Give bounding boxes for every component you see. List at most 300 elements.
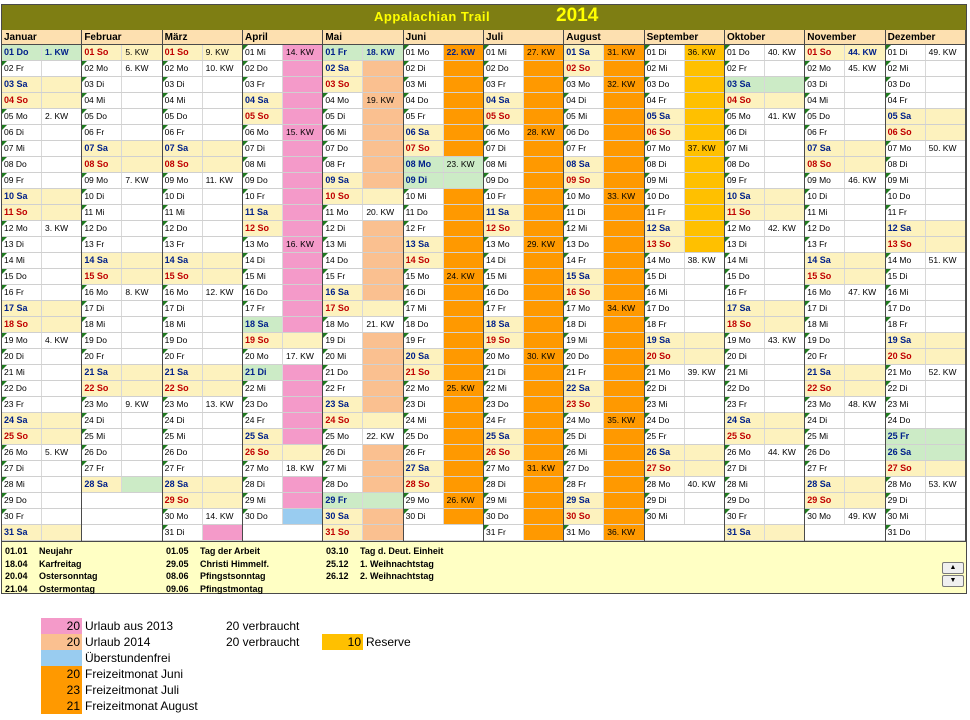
day-cell[interactable] xyxy=(564,317,643,333)
day-cell[interactable] xyxy=(805,493,884,509)
day-cell[interactable] xyxy=(645,45,724,61)
day-cell[interactable] xyxy=(484,381,563,397)
day-cell[interactable] xyxy=(564,525,643,541)
day-cell[interactable] xyxy=(645,381,724,397)
day-cell[interactable] xyxy=(2,141,81,157)
day-cell[interactable] xyxy=(323,333,402,349)
day-cell[interactable] xyxy=(886,221,965,237)
day-cell[interactable] xyxy=(163,109,242,125)
day-cell[interactable] xyxy=(2,109,81,125)
day-cell[interactable] xyxy=(2,269,81,285)
day-cell[interactable] xyxy=(323,125,402,141)
day-cell[interactable] xyxy=(404,381,483,397)
day-cell[interactable] xyxy=(82,45,161,61)
day-cell[interactable] xyxy=(323,493,402,509)
day-cell[interactable] xyxy=(805,77,884,93)
day-cell[interactable] xyxy=(323,205,402,221)
day-cell[interactable] xyxy=(564,477,643,493)
day-cell[interactable] xyxy=(645,253,724,269)
day-cell[interactable] xyxy=(645,461,724,477)
day-cell[interactable] xyxy=(564,429,643,445)
day-cell[interactable] xyxy=(163,445,242,461)
day-cell[interactable] xyxy=(323,77,402,93)
day-cell[interactable] xyxy=(564,157,643,173)
day-cell[interactable] xyxy=(564,93,643,109)
day-cell[interactable] xyxy=(2,301,81,317)
day-cell[interactable] xyxy=(484,269,563,285)
day-cell[interactable] xyxy=(2,157,81,173)
day-cell[interactable] xyxy=(163,141,242,157)
day-cell[interactable] xyxy=(886,157,965,173)
day-cell[interactable] xyxy=(2,317,81,333)
day-cell[interactable] xyxy=(484,301,563,317)
day-cell[interactable] xyxy=(243,397,322,413)
day-cell[interactable] xyxy=(82,477,161,493)
day-cell[interactable] xyxy=(243,253,322,269)
day-cell[interactable] xyxy=(243,461,322,477)
day-cell[interactable] xyxy=(2,349,81,365)
day-cell[interactable] xyxy=(404,125,483,141)
day-cell[interactable] xyxy=(805,125,884,141)
day-cell[interactable] xyxy=(886,509,965,525)
day-cell[interactable] xyxy=(243,429,322,445)
day-cell[interactable] xyxy=(404,349,483,365)
day-cell[interactable] xyxy=(82,461,161,477)
day-cell[interactable] xyxy=(645,301,724,317)
day-cell[interactable] xyxy=(886,413,965,429)
day-cell[interactable] xyxy=(886,45,965,61)
day-cell[interactable] xyxy=(564,445,643,461)
day-cell[interactable] xyxy=(805,109,884,125)
day-cell[interactable] xyxy=(243,445,322,461)
day-cell[interactable] xyxy=(805,365,884,381)
day-cell[interactable] xyxy=(2,365,81,381)
day-cell[interactable] xyxy=(564,365,643,381)
day-cell[interactable] xyxy=(2,189,81,205)
day-cell[interactable] xyxy=(82,413,161,429)
day-cell[interactable] xyxy=(484,285,563,301)
day-cell[interactable] xyxy=(163,157,242,173)
day-cell[interactable] xyxy=(2,93,81,109)
day-cell[interactable] xyxy=(886,173,965,189)
day-cell[interactable] xyxy=(725,93,804,109)
day-cell[interactable] xyxy=(82,381,161,397)
day-cell[interactable] xyxy=(886,285,965,301)
day-cell[interactable] xyxy=(163,269,242,285)
day-cell[interactable] xyxy=(163,237,242,253)
day-cell[interactable] xyxy=(645,285,724,301)
day-cell[interactable] xyxy=(484,61,563,77)
empty-day[interactable] xyxy=(82,509,161,525)
day-cell[interactable] xyxy=(645,221,724,237)
day-cell[interactable] xyxy=(404,413,483,429)
day-cell[interactable] xyxy=(886,253,965,269)
day-cell[interactable] xyxy=(243,381,322,397)
day-cell[interactable] xyxy=(645,445,724,461)
day-cell[interactable] xyxy=(404,317,483,333)
scroll-up-button[interactable]: ▲ xyxy=(942,562,964,574)
day-cell[interactable] xyxy=(2,253,81,269)
day-cell[interactable] xyxy=(564,413,643,429)
day-cell[interactable] xyxy=(82,397,161,413)
day-cell[interactable] xyxy=(163,317,242,333)
day-cell[interactable] xyxy=(243,493,322,509)
day-cell[interactable] xyxy=(484,493,563,509)
day-cell[interactable] xyxy=(645,61,724,77)
day-cell[interactable] xyxy=(484,397,563,413)
day-cell[interactable] xyxy=(163,509,242,525)
day-cell[interactable] xyxy=(805,221,884,237)
day-cell[interactable] xyxy=(243,301,322,317)
day-cell[interactable] xyxy=(2,173,81,189)
day-cell[interactable] xyxy=(886,333,965,349)
day-cell[interactable] xyxy=(805,509,884,525)
day-cell[interactable] xyxy=(564,397,643,413)
day-cell[interactable] xyxy=(725,525,804,541)
day-cell[interactable] xyxy=(404,77,483,93)
day-cell[interactable] xyxy=(564,61,643,77)
day-cell[interactable] xyxy=(725,349,804,365)
day-cell[interactable] xyxy=(82,77,161,93)
day-cell[interactable] xyxy=(82,157,161,173)
day-cell[interactable] xyxy=(82,93,161,109)
day-cell[interactable] xyxy=(725,189,804,205)
day-cell[interactable] xyxy=(404,365,483,381)
day-cell[interactable] xyxy=(886,317,965,333)
day-cell[interactable] xyxy=(163,61,242,77)
day-cell[interactable] xyxy=(805,157,884,173)
day-cell[interactable] xyxy=(645,365,724,381)
day-cell[interactable] xyxy=(725,317,804,333)
day-cell[interactable] xyxy=(805,285,884,301)
day-cell[interactable] xyxy=(725,45,804,61)
day-cell[interactable] xyxy=(484,77,563,93)
day-cell[interactable] xyxy=(564,45,643,61)
day-cell[interactable] xyxy=(484,253,563,269)
day-cell[interactable] xyxy=(82,221,161,237)
day-cell[interactable] xyxy=(2,237,81,253)
day-cell[interactable] xyxy=(725,509,804,525)
day-cell[interactable] xyxy=(404,157,483,173)
day-cell[interactable] xyxy=(886,61,965,77)
day-cell[interactable] xyxy=(886,381,965,397)
day-cell[interactable] xyxy=(805,93,884,109)
day-cell[interactable] xyxy=(725,461,804,477)
day-cell[interactable] xyxy=(564,189,643,205)
day-cell[interactable] xyxy=(484,445,563,461)
day-cell[interactable] xyxy=(2,509,81,525)
day-cell[interactable] xyxy=(323,349,402,365)
day-cell[interactable] xyxy=(323,237,402,253)
day-cell[interactable] xyxy=(163,45,242,61)
day-cell[interactable] xyxy=(725,365,804,381)
day-cell[interactable] xyxy=(163,349,242,365)
day-cell[interactable] xyxy=(645,205,724,221)
day-cell[interactable] xyxy=(484,205,563,221)
day-cell[interactable] xyxy=(725,173,804,189)
day-cell[interactable] xyxy=(725,141,804,157)
day-cell[interactable] xyxy=(2,381,81,397)
day-cell[interactable] xyxy=(82,109,161,125)
day-cell[interactable] xyxy=(645,125,724,141)
day-cell[interactable] xyxy=(645,157,724,173)
day-cell[interactable] xyxy=(163,221,242,237)
day-cell[interactable] xyxy=(484,365,563,381)
day-cell[interactable] xyxy=(645,269,724,285)
day-cell[interactable] xyxy=(886,349,965,365)
day-cell[interactable] xyxy=(484,349,563,365)
day-cell[interactable] xyxy=(323,93,402,109)
day-cell[interactable] xyxy=(404,45,483,61)
day-cell[interactable] xyxy=(243,125,322,141)
day-cell[interactable] xyxy=(805,61,884,77)
day-cell[interactable] xyxy=(886,429,965,445)
day-cell[interactable] xyxy=(323,477,402,493)
day-cell[interactable] xyxy=(323,397,402,413)
day-cell[interactable] xyxy=(163,429,242,445)
day-cell[interactable] xyxy=(2,45,81,61)
day-cell[interactable] xyxy=(805,477,884,493)
day-cell[interactable] xyxy=(323,285,402,301)
day-cell[interactable] xyxy=(323,61,402,77)
day-cell[interactable] xyxy=(564,509,643,525)
day-cell[interactable] xyxy=(404,253,483,269)
day-cell[interactable] xyxy=(82,269,161,285)
day-cell[interactable] xyxy=(484,173,563,189)
day-cell[interactable] xyxy=(725,253,804,269)
empty-day[interactable] xyxy=(404,525,483,541)
day-cell[interactable] xyxy=(564,333,643,349)
day-cell[interactable] xyxy=(805,317,884,333)
day-cell[interactable] xyxy=(163,173,242,189)
day-cell[interactable] xyxy=(725,205,804,221)
day-cell[interactable] xyxy=(2,493,81,509)
day-cell[interactable] xyxy=(484,221,563,237)
day-cell[interactable] xyxy=(484,477,563,493)
day-cell[interactable] xyxy=(243,317,322,333)
day-cell[interactable] xyxy=(564,109,643,125)
day-cell[interactable] xyxy=(404,285,483,301)
day-cell[interactable] xyxy=(243,509,322,525)
day-cell[interactable] xyxy=(805,253,884,269)
day-cell[interactable] xyxy=(484,413,563,429)
day-cell[interactable] xyxy=(2,525,81,541)
day-cell[interactable] xyxy=(163,253,242,269)
day-cell[interactable] xyxy=(886,237,965,253)
day-cell[interactable] xyxy=(2,285,81,301)
day-cell[interactable] xyxy=(564,141,643,157)
day-cell[interactable] xyxy=(645,173,724,189)
day-cell[interactable] xyxy=(805,349,884,365)
day-cell[interactable] xyxy=(163,477,242,493)
day-cell[interactable] xyxy=(645,237,724,253)
day-cell[interactable] xyxy=(725,125,804,141)
day-cell[interactable] xyxy=(805,301,884,317)
day-cell[interactable] xyxy=(725,221,804,237)
day-cell[interactable] xyxy=(645,509,724,525)
day-cell[interactable] xyxy=(564,381,643,397)
day-cell[interactable] xyxy=(404,301,483,317)
day-cell[interactable] xyxy=(886,477,965,493)
day-cell[interactable] xyxy=(2,205,81,221)
day-cell[interactable] xyxy=(404,141,483,157)
day-cell[interactable] xyxy=(484,237,563,253)
day-cell[interactable] xyxy=(805,461,884,477)
day-cell[interactable] xyxy=(725,77,804,93)
day-cell[interactable] xyxy=(484,157,563,173)
day-cell[interactable] xyxy=(564,221,643,237)
day-cell[interactable] xyxy=(243,173,322,189)
day-cell[interactable] xyxy=(163,381,242,397)
day-cell[interactable] xyxy=(805,333,884,349)
day-cell[interactable] xyxy=(163,397,242,413)
day-cell[interactable] xyxy=(805,189,884,205)
day-cell[interactable] xyxy=(725,61,804,77)
empty-day[interactable] xyxy=(805,525,884,541)
day-cell[interactable] xyxy=(163,413,242,429)
day-cell[interactable] xyxy=(2,333,81,349)
day-cell[interactable] xyxy=(805,269,884,285)
day-cell[interactable] xyxy=(82,125,161,141)
day-cell[interactable] xyxy=(886,365,965,381)
day-cell[interactable] xyxy=(404,93,483,109)
day-cell[interactable] xyxy=(564,461,643,477)
day-cell[interactable] xyxy=(163,189,242,205)
day-cell[interactable] xyxy=(805,381,884,397)
day-cell[interactable] xyxy=(404,333,483,349)
day-cell[interactable] xyxy=(645,477,724,493)
day-cell[interactable] xyxy=(725,157,804,173)
day-cell[interactable] xyxy=(323,461,402,477)
day-cell[interactable] xyxy=(323,189,402,205)
day-cell[interactable] xyxy=(323,269,402,285)
day-cell[interactable] xyxy=(404,61,483,77)
day-cell[interactable] xyxy=(886,93,965,109)
day-cell[interactable] xyxy=(725,269,804,285)
day-cell[interactable] xyxy=(163,493,242,509)
day-cell[interactable] xyxy=(323,221,402,237)
day-cell[interactable] xyxy=(323,157,402,173)
day-cell[interactable] xyxy=(404,477,483,493)
day-cell[interactable] xyxy=(323,429,402,445)
day-cell[interactable] xyxy=(725,477,804,493)
day-cell[interactable] xyxy=(404,269,483,285)
day-cell[interactable] xyxy=(323,365,402,381)
day-cell[interactable] xyxy=(645,141,724,157)
day-cell[interactable] xyxy=(886,301,965,317)
day-cell[interactable] xyxy=(564,173,643,189)
day-cell[interactable] xyxy=(243,189,322,205)
day-cell[interactable] xyxy=(163,285,242,301)
day-cell[interactable] xyxy=(82,189,161,205)
day-cell[interactable] xyxy=(243,109,322,125)
day-cell[interactable] xyxy=(163,461,242,477)
day-cell[interactable] xyxy=(323,381,402,397)
day-cell[interactable] xyxy=(564,285,643,301)
day-cell[interactable] xyxy=(82,61,161,77)
day-cell[interactable] xyxy=(564,349,643,365)
day-cell[interactable] xyxy=(82,237,161,253)
day-cell[interactable] xyxy=(323,141,402,157)
day-cell[interactable] xyxy=(323,445,402,461)
day-cell[interactable] xyxy=(645,413,724,429)
day-cell[interactable] xyxy=(243,45,322,61)
day-cell[interactable] xyxy=(645,77,724,93)
day-cell[interactable] xyxy=(564,205,643,221)
day-cell[interactable] xyxy=(725,333,804,349)
day-cell[interactable] xyxy=(484,509,563,525)
day-cell[interactable] xyxy=(243,477,322,493)
day-cell[interactable] xyxy=(484,189,563,205)
day-cell[interactable] xyxy=(484,317,563,333)
day-cell[interactable] xyxy=(82,301,161,317)
day-cell[interactable] xyxy=(2,397,81,413)
day-cell[interactable] xyxy=(243,349,322,365)
day-cell[interactable] xyxy=(82,253,161,269)
day-cell[interactable] xyxy=(2,445,81,461)
scroll-down-button[interactable]: ▼ xyxy=(942,575,964,587)
day-cell[interactable] xyxy=(82,317,161,333)
day-cell[interactable] xyxy=(404,461,483,477)
empty-day[interactable] xyxy=(82,525,161,541)
day-cell[interactable] xyxy=(805,413,884,429)
day-cell[interactable] xyxy=(805,445,884,461)
day-cell[interactable] xyxy=(323,317,402,333)
day-cell[interactable] xyxy=(725,237,804,253)
day-cell[interactable] xyxy=(82,333,161,349)
day-cell[interactable] xyxy=(725,301,804,317)
day-cell[interactable] xyxy=(725,493,804,509)
day-cell[interactable] xyxy=(564,301,643,317)
day-cell[interactable] xyxy=(163,333,242,349)
day-cell[interactable] xyxy=(564,237,643,253)
day-cell[interactable] xyxy=(484,525,563,541)
day-cell[interactable] xyxy=(163,93,242,109)
day-cell[interactable] xyxy=(82,349,161,365)
day-cell[interactable] xyxy=(243,285,322,301)
day-cell[interactable] xyxy=(404,173,483,189)
day-cell[interactable] xyxy=(886,493,965,509)
day-cell[interactable] xyxy=(82,429,161,445)
day-cell[interactable] xyxy=(725,413,804,429)
day-cell[interactable] xyxy=(2,413,81,429)
day-cell[interactable] xyxy=(404,189,483,205)
day-cell[interactable] xyxy=(725,381,804,397)
day-cell[interactable] xyxy=(323,45,402,61)
day-cell[interactable] xyxy=(243,93,322,109)
day-cell[interactable] xyxy=(243,365,322,381)
day-cell[interactable] xyxy=(564,77,643,93)
day-cell[interactable] xyxy=(2,477,81,493)
day-cell[interactable] xyxy=(323,413,402,429)
day-cell[interactable] xyxy=(243,61,322,77)
day-cell[interactable] xyxy=(564,493,643,509)
day-cell[interactable] xyxy=(484,109,563,125)
day-cell[interactable] xyxy=(82,285,161,301)
day-cell[interactable] xyxy=(645,93,724,109)
day-cell[interactable] xyxy=(725,429,804,445)
day-cell[interactable] xyxy=(2,77,81,93)
day-cell[interactable] xyxy=(886,461,965,477)
day-cell[interactable] xyxy=(2,61,81,77)
day-cell[interactable] xyxy=(805,45,884,61)
day-cell[interactable] xyxy=(323,525,402,541)
day-cell[interactable] xyxy=(645,349,724,365)
day-cell[interactable] xyxy=(323,509,402,525)
day-cell[interactable] xyxy=(243,237,322,253)
day-cell[interactable] xyxy=(886,205,965,221)
day-cell[interactable] xyxy=(886,109,965,125)
